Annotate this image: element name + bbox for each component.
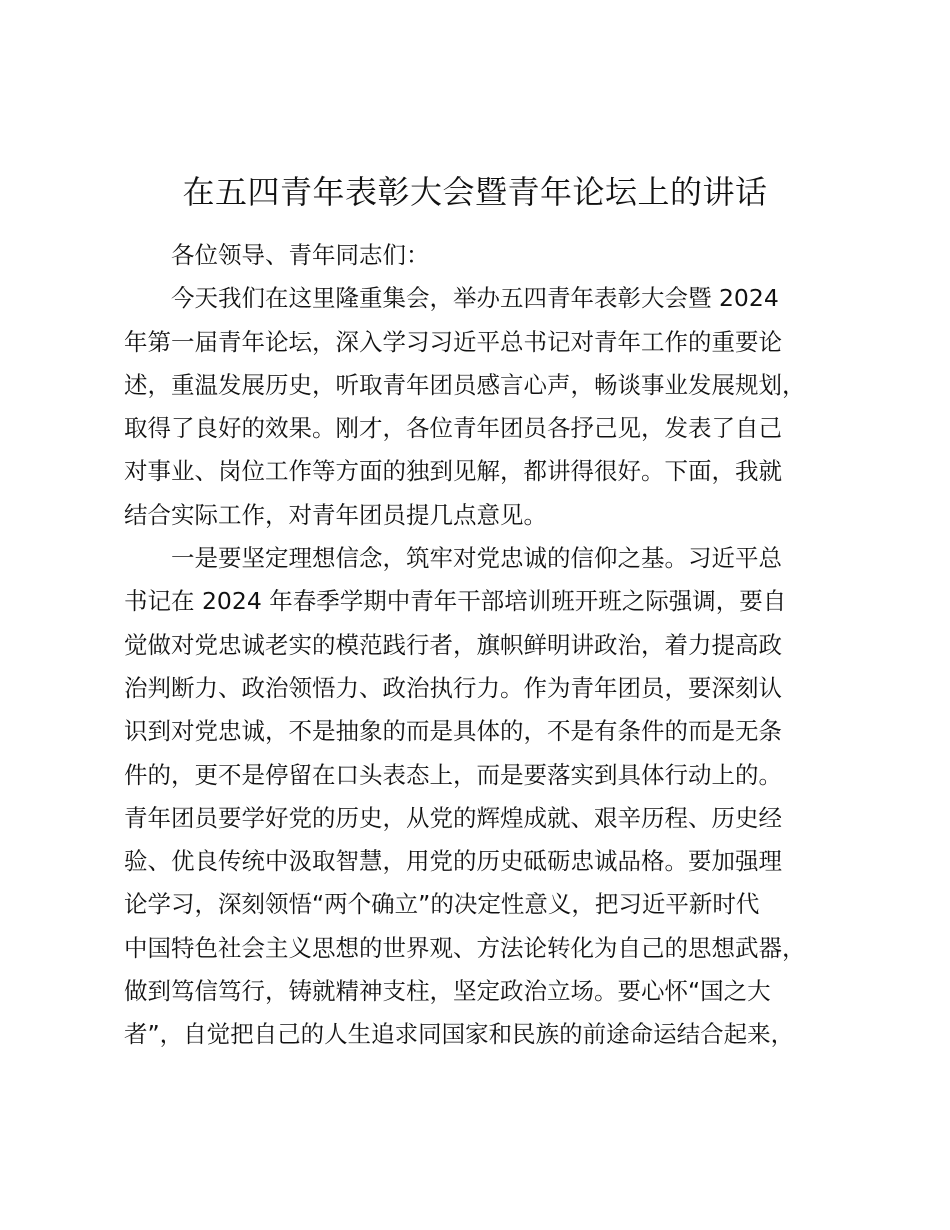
paragraph-line: 治判断力、政治领悟力、政治执行力。作为青年团员，要深刻认 bbox=[124, 673, 782, 702]
paragraph-line: 者”，自觉把自己的人生追求同国家和民族的前途命运结合起来， bbox=[124, 1020, 795, 1049]
paragraph-line: 识到对党忠诚，不是抽象的而是具体的，不是有条件的而是无条 bbox=[124, 717, 782, 746]
paragraph-line: 做到笃信笃行，铸就精神支柱，坚定政治立场。要心怀“国之大 bbox=[124, 977, 771, 1006]
paragraph-line: 书记在 2024 年春季学期中青年干部培训班开班之际强调，要自 bbox=[124, 587, 787, 616]
paragraph-line: 件的，更不是停留在口头表态上，而是要落实到具体行动上的。 bbox=[124, 760, 782, 789]
salutation-line: 各位领导、青年同志们： bbox=[171, 241, 430, 269]
paragraph-line: 今天我们在这里隆重集会，举办五四青年表彰大会暨 2024 bbox=[171, 284, 779, 313]
document-title: 在五四青年表彰大会暨青年论坛上的讲话 bbox=[182, 173, 768, 211]
paragraph-line: 论学习，深刻领悟“两个确立”的决定性意义，把习近平新时代 bbox=[124, 890, 760, 919]
paragraph-line: 对事业、岗位工作等方面的独到见解，都讲得很好。下面，我就 bbox=[124, 457, 782, 486]
paragraph-line: 验、优良传统中汲取智慧，用党的历史砥砺忠诚品格。要加强理 bbox=[124, 847, 782, 876]
paragraph-line: 结合实际工作，对青年团员提几点意见。 bbox=[124, 500, 547, 529]
paragraph-line: 中国特色社会主义思想的世界观、方法论转化为自己的思想武器， bbox=[124, 933, 806, 962]
paragraph-line: 年第一届青年论坛，深入学习习近平总书记对青年工作的重要论 bbox=[124, 327, 782, 356]
paragraph-line: 一是要坚定理想信念，筑牢对党忠诚的信仰之基。习近平总 bbox=[171, 544, 782, 573]
document-body bbox=[124, 234, 824, 1057]
paragraph-line: 觉做对党忠诚老实的模范践行者，旗帜鲜明讲政治，着力提高政 bbox=[124, 630, 782, 659]
paragraph-line: 述，重温发展历史，听取青年团员感言心声，畅谈事业发展规划， bbox=[124, 370, 806, 399]
paragraph-line: 取得了良好的效果。刚才，各位青年团员各抒己见，发表了自己 bbox=[124, 414, 782, 443]
paragraph-line: 青年团员要学好党的历史，从党的辉煌成就、艰辛历程、历史经 bbox=[124, 803, 782, 832]
